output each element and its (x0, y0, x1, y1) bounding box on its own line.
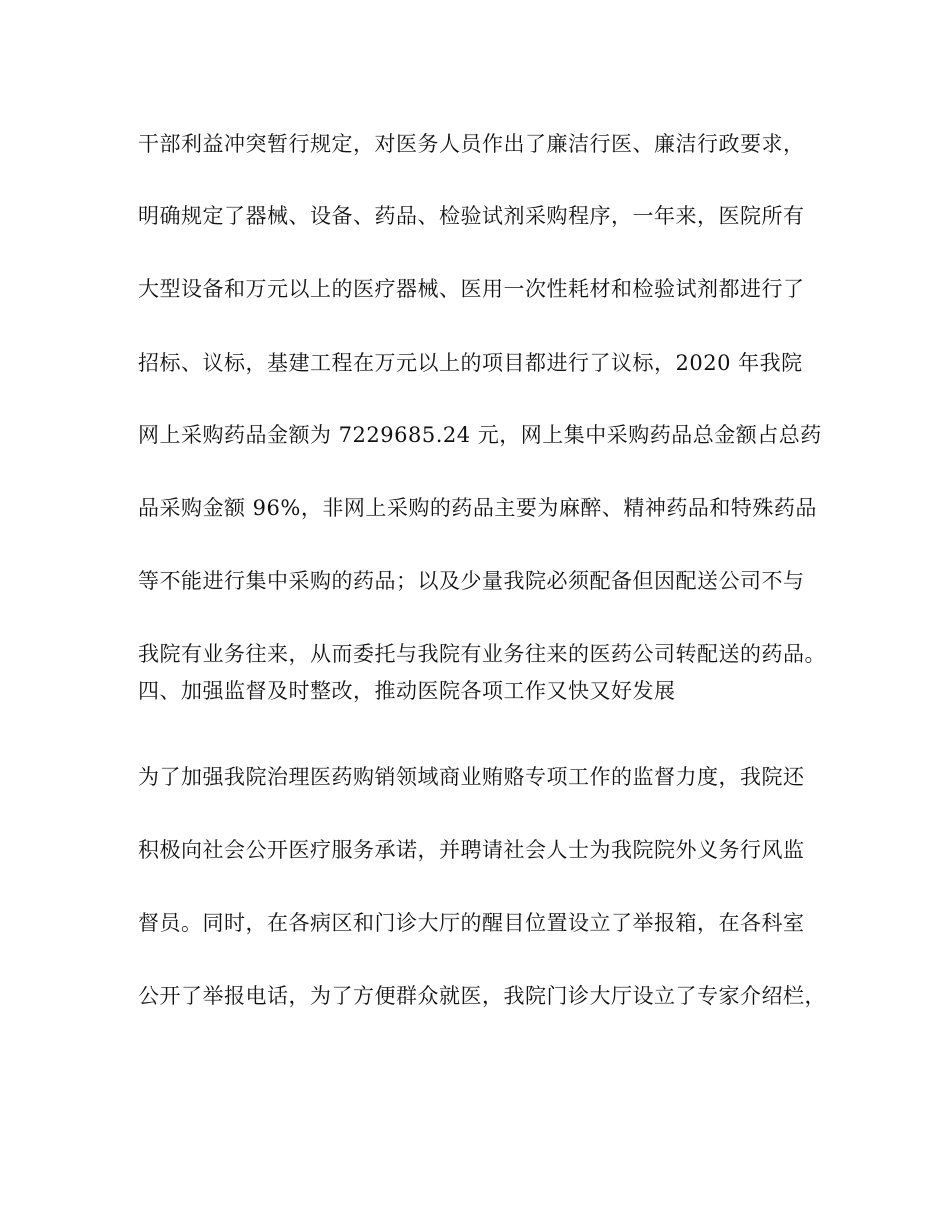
paragraph-1-line-5: 网上采购药品金额为 7229685.24 元，网上集中采购药品总金额占总药 (138, 423, 822, 447)
paragraph-1-line-3: 大型设备和万元以上的医疗器械、医用一次性耗材和检验试剂都进行了 (138, 277, 805, 301)
paragraph-1-line-4: 招标、议标，基建工程在万元以上的项目都进行了议标，2020 年我院 (138, 351, 803, 375)
paragraph-1-line-1: 干部利益冲突暂行规定，对医务人员作出了廉洁行医、廉洁行政要求， (138, 132, 805, 156)
paragraph-2-line-4: 公开了举报电话，为了方便群众就医，我院门诊大厅设立了专家介绍栏， (138, 984, 826, 1008)
paragraph-1-line-7: 等不能进行集中采购的药品；以及少量我院必须配备但因配送公司不与 (138, 569, 805, 593)
paragraph-1-line-2: 明确规定了器械、设备、药品、检验试剂采购程序，一年来，医院所有 (138, 204, 805, 228)
paragraph-2-line-1: 为了加强我院治理医药购销领域商业贿赂专项工作的监督力度，我院还 (138, 765, 805, 789)
paragraph-2-line-2: 积极向社会公开医疗服务承诺，并聘请社会人士为我院院外义务行风监 (138, 838, 805, 862)
paragraph-1-line-8: 我院有业务往来，从而委托与我院有业务往来的医药公司转配送的药品。 (138, 642, 826, 666)
paragraph-2-line-3: 督员。同时，在各病区和门诊大厅的醒目位置设立了举报箱，在各科室 (138, 911, 805, 935)
paragraph-1-line-6: 品采购金额 96%，非网上采购的药品主要为麻醉、精神药品和特殊药品 (138, 496, 817, 520)
section-heading: 四、加强监督及时整改，推动医院各项工作又快又好发展 (138, 679, 676, 703)
